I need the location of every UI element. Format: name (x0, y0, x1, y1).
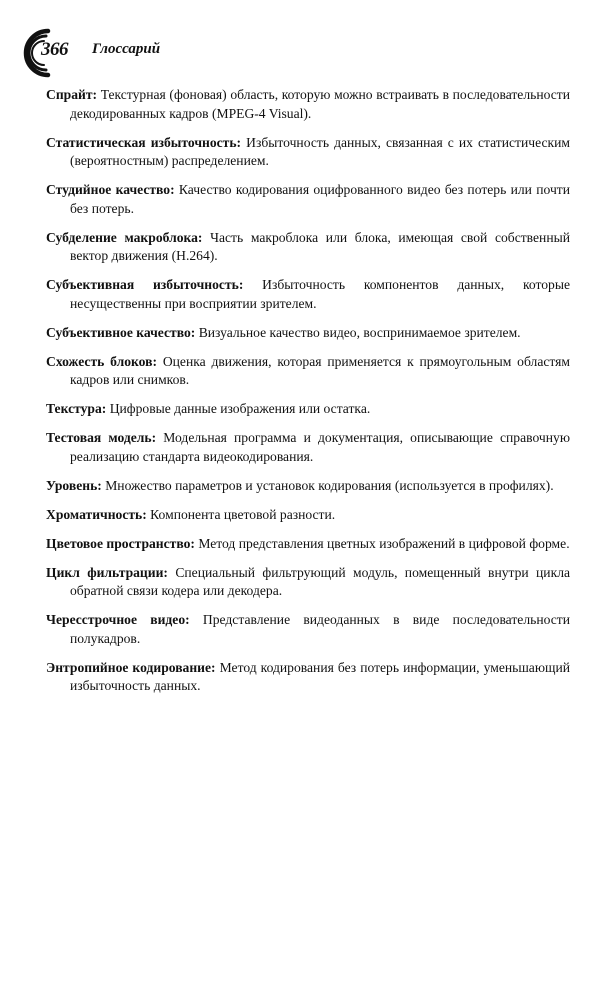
glossary-term: Субъективная избыточность: (46, 277, 244, 292)
glossary-entry (46, 134, 570, 171)
glossary-entry (46, 659, 570, 696)
glossary-definition: Специальный фильтрующий модуль, помещенный внутри цикла обратной связи кодера или декодера. (70, 564, 571, 598)
glossary-entry (46, 400, 570, 419)
glossary-definition: Метод кодирования без потерь информации, уменьшающий избыточность данных. (70, 659, 571, 693)
glossary-entry (46, 86, 570, 123)
glossary-entry (46, 276, 570, 313)
glossary-entry (46, 611, 570, 648)
glossary-term: Текстура: (46, 401, 107, 416)
glossary-definition: Часть макроблока или блока, имеющая свой собственный вектор движения (H.264). (70, 229, 571, 263)
glossary-definition: Визуальное качество видео, воспринимаемое зрителем. (198, 324, 521, 340)
glossary-entry (46, 477, 570, 496)
glossary-entry (46, 564, 570, 601)
glossary-term: Субъективное качество: (46, 324, 196, 340)
glossary-term: Студийное качество: (46, 182, 175, 197)
glossary-entry (46, 535, 570, 554)
page-number: 366 (41, 39, 68, 60)
glossary-entry (46, 324, 570, 343)
glossary-definition: Метод представления цветных изображений в цифровой форме. (198, 535, 570, 551)
glossary-term: Цикл фильтрации: (46, 564, 168, 580)
glossary-term: Энтропийное кодирование: (46, 659, 216, 675)
glossary-term: Хроматичность: (46, 506, 147, 522)
running-title: Глоссарий (92, 41, 161, 57)
glossary-definition: Избыточность компонентов данных, которые несущественны при восприятии зрителем. (70, 277, 570, 311)
glossary-entry (46, 353, 570, 390)
glossary-definition: Модельная программа и документация, описывающие справочную реализацию стандарта видеокодирования. (70, 430, 570, 464)
glossary-entry (46, 181, 570, 218)
glossary-entry (46, 429, 570, 466)
glossary-term: Спрайт: (46, 87, 98, 102)
page-header (22, 28, 582, 78)
glossary-definition: Представление видеоданных в виде последовательности полукадров. (70, 612, 570, 646)
glossary-term: Субделение макроблока: (46, 229, 203, 245)
glossary-definition: Компонента цветовой разности. (150, 506, 336, 522)
glossary-term: Схожесть блоков: (46, 353, 158, 369)
glossary-definition: Качество кодирования оцифрованного видео без потерь или почти без потерь. (70, 182, 570, 216)
glossary-entry (46, 506, 570, 525)
glossary-term: Уровень: (46, 477, 102, 493)
glossary-term: Статистическая избыточность: (46, 134, 242, 150)
glossary-entries (46, 86, 570, 706)
glossary-definition: Текстурная (фоновая) область, которую можно встраивать в последовательности декодированных кадров (MPEG-4 Visual). (70, 87, 570, 121)
glossary-definition: Цифровые данные изображения или остатка. (109, 401, 371, 416)
glossary-term: Чересстрочное видео: (46, 612, 190, 627)
glossary-entry (46, 229, 570, 266)
glossary-definition: Избыточность данных, связанная с их статистическим (вероятностным) распределением. (70, 134, 570, 168)
glossary-definition: Множество параметров и установок кодирования (используется в профилях). (105, 477, 554, 493)
glossary-term: Тестовая модель: (46, 430, 157, 445)
glossary-definition: Оценка движения, которая применяется к прямоугольным областям кадров или снимков. (70, 353, 570, 387)
glossary-term: Цветовое пространство: (46, 535, 195, 551)
